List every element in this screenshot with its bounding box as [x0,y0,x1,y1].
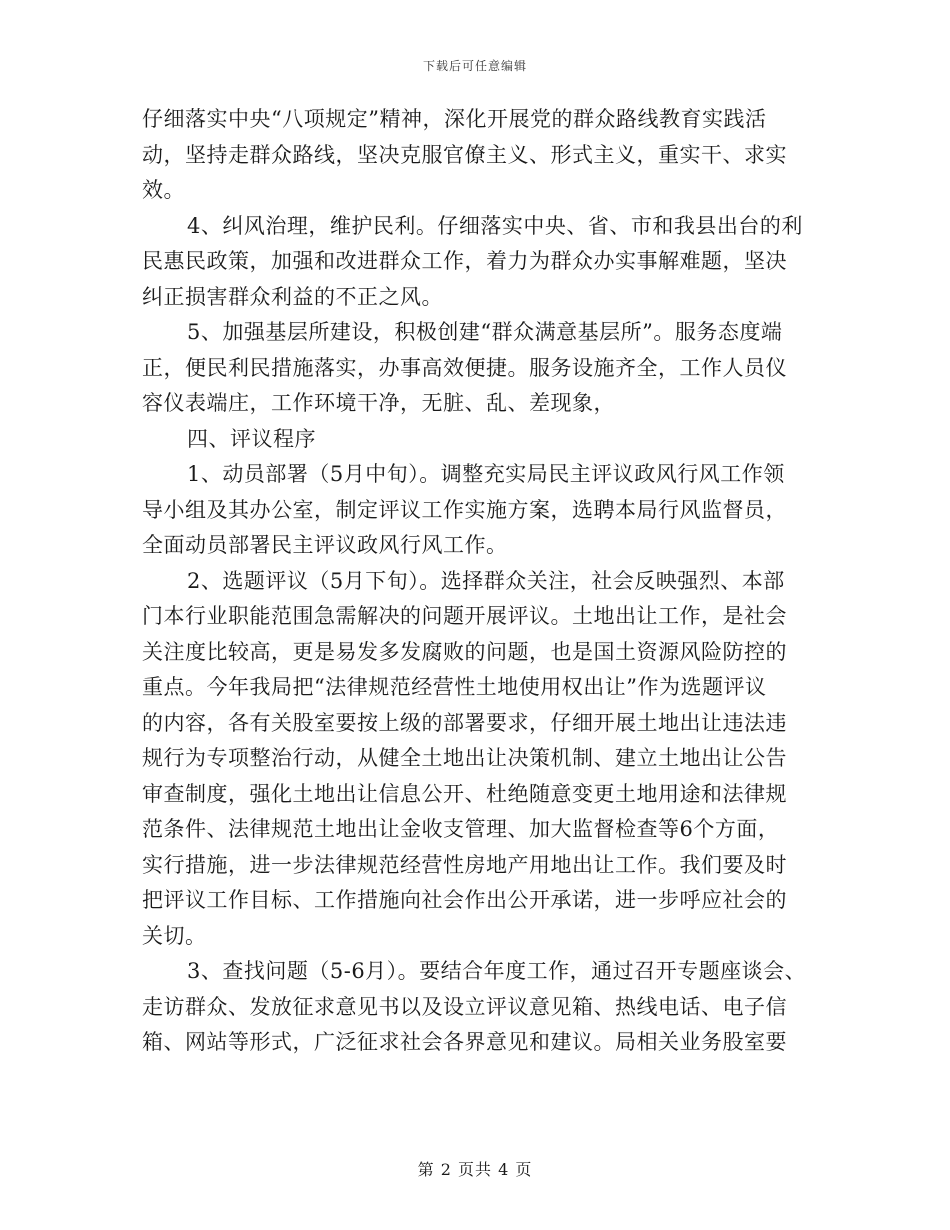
text-line: 正，便民利民措施落实，办事高效便捷。服务设施齐全，工作人员仪 [142,355,787,380]
text-line: 全面动员部署民主评议政风行风工作。 [142,533,508,557]
paragraph-heading-4: 4、纠风治理，维护民利。仔细落实中央、省、市和我县出台的利 [187,213,803,238]
text-line: 纠正损害群众利益的不正之风。 [142,284,443,309]
text-line: 审查制度，强化土地出让信息公开、杜绝随意变更土地用途和法律规 [142,781,787,806]
text-line: 关切。 [142,923,207,948]
text-line: 的内容，各有关股室要按上级的部署要求，仔细开展土地出让违法违 [142,710,787,735]
text-line: 仔细落实中央“八项规定”精神，深化开展党的群众路线教育实践活 [142,107,767,131]
section-heading: 四、评议程序 [187,426,316,451]
text-line: 重点。今年我局把“法律规范经营性土地使用权出让”作为选题评议 [142,675,767,699]
text-line: 范条件、法律规范土地出让金收支管理、加大监督检查等6个方面， [142,817,780,841]
paragraph-heading-2: 2、选题评议（5月下旬）。选择群众关注，社会反映强烈、本部 [187,568,785,593]
paragraph-heading-3: 3、查找问题（5-6月）。要结合年度工作，通过召开专题座谈会、 [187,959,807,983]
text-line: 门本行业职能范围急需解决的问题开展评议。土地出让工作，是社会 [142,604,787,628]
text-line: 效。 [142,178,185,202]
document-body [142,102,817,1061]
text-line: 把评议工作目标、工作措施向社会作出公开承诺，进一步呼应社会的 [142,888,787,912]
text-line: 规行为专项整治行动，从健全土地出让决策机制、建立土地出让公告 [142,746,787,770]
text-line: 箱、网站等形式，广泛征求社会各界意见和建议。局相关业务股室要 [142,1030,787,1054]
text-line: 容仪表端庄，工作环境干净，无脏、乱、差现象， [142,391,615,415]
text-line: 导小组及其办公室，制定评议工作实施方案，选聘本局行风监督员， [142,497,787,522]
page-header-note: 下载后可任意编辑 [422,59,527,73]
text-line: 实行措施，进一步法律规范经营性房地产用地出让工作。我们要及时 [142,852,787,877]
paragraph-heading-5: 5、加强基层所建设，积极创建“群众满意基层所”。服务态度端 [187,320,783,344]
text-line: 民惠民政策，加强和改进群众工作，着力为群众办实事解难题，坚决 [142,249,787,273]
paragraph-heading-1: 1、动员部署（5月中旬）。调整充实局民主评议政风行风工作领 [187,462,785,486]
text-line: 动，坚持走群众路线，坚决克服官僚主义、形式主义，重实干、求实 [142,142,787,167]
text-line: 关注度比较高，更是易发多发腐败的问题，也是国土资源风险防控的 [142,639,787,664]
text-line: 走访群众、发放征求意见书以及设立评议意见箱、热线电话、电子信 [142,994,787,1019]
page-number: 第 2 页共 4 页 [417,1160,533,1179]
